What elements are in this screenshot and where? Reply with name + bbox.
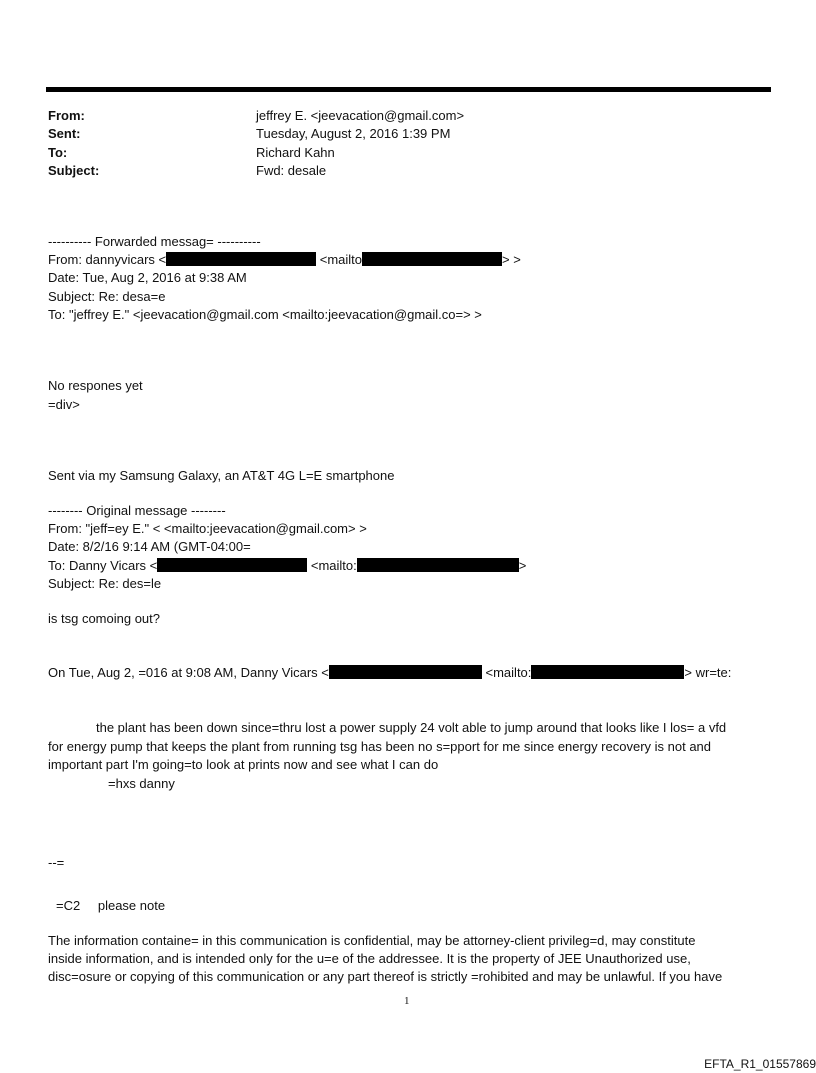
quoted-sign-off: =hxs danny: [108, 776, 175, 791]
quoted-intro: [48, 665, 731, 681]
quoted-intro-prefix: On Tue, Aug 2, =016 at 9:08 AM, Danny Vicars <: [48, 665, 329, 680]
from-value: jeffrey E. <jeevacation@gmail.com>: [256, 108, 465, 123]
note-line: [56, 898, 165, 914]
redaction-box: [166, 252, 316, 266]
page-number: 1: [404, 995, 410, 1007]
redaction-box: [157, 558, 307, 572]
original-to-suffix: >: [518, 558, 527, 573]
original-body: is tsg comoing out?: [48, 611, 161, 626]
reply-line-2: =div>: [48, 397, 80, 412]
redaction-box: [531, 665, 684, 679]
header-rule: [46, 87, 771, 92]
to-label: To:: [48, 145, 68, 160]
note-text: please note: [97, 898, 166, 913]
quoted-intro-suffix: > wr=te:: [684, 665, 732, 680]
forwarded-divider: ---------- Forwarded messag= ----------: [48, 234, 261, 249]
forwarded-to: To: "jeffrey E." <jeevacation@gmail.com <mailto:jeevacation@gmail.co=> >: [48, 307, 482, 322]
sent-label: Sent:: [48, 126, 81, 141]
forwarded-from: [48, 252, 521, 268]
redaction-box: [329, 665, 482, 679]
subject-value: Fwd: desale: [256, 163, 327, 178]
forwarded-from-mailto: <mailto: [319, 252, 363, 267]
mobile-signature: Sent via my Samsung Galaxy, an AT&T 4G L=E smartphone: [48, 468, 395, 483]
original-date: Date: 8/2/16 9:14 AM (GMT-04:00=: [48, 539, 251, 554]
signature-separator: --=: [48, 855, 65, 870]
reply-line-1: No respones yet: [48, 378, 143, 393]
quoted-intro-mailto: <mailto:: [485, 665, 532, 680]
from-label: From:: [48, 108, 85, 123]
original-from: From: "jeff=ey E." < <mailto:jeevacation@gmail.com> >: [48, 521, 367, 536]
original-to: [48, 558, 526, 574]
to-value: Richard Kahn: [256, 145, 335, 160]
forwarded-date: Date: Tue, Aug 2, 2016 at 9:38 AM: [48, 270, 247, 285]
subject-label: Subject:: [48, 163, 100, 178]
forwarded-from-suffix: > >: [502, 252, 521, 267]
forwarded-from-prefix: From: dannyvicars <: [48, 252, 167, 267]
quoted-body-line: the plant has been down since=thru lost a power supply 24 volt able to jump around that looks like I los= a vfd: [96, 720, 727, 735]
sent-value: Tuesday, August 2, 2016 1:39 PM: [256, 126, 451, 141]
redaction-box: [357, 558, 519, 572]
original-divider: -------- Original message --------: [48, 503, 226, 518]
redaction-box: [362, 252, 502, 266]
original-to-mailto: <mailto:: [310, 558, 357, 573]
bates-number-text: EFTA_R1_01557869: [704, 1057, 816, 1071]
disclaimer-line: disc=osure or copying of this communication or any part thereof is strictly =rohibited and may be unlawful. If you have: [48, 969, 723, 984]
quoted-body-line: for energy pump that keeps the plant from running tsg has been no s=pport for me since energy recovery is not and: [48, 739, 712, 754]
bates-number: [0, 1056, 816, 1072]
note-prefix: =C2: [56, 898, 81, 913]
quoted-body-line: important part I'm going=to look at prints now and see what I can do: [48, 757, 439, 772]
original-to-prefix: To: Danny Vicars <: [48, 558, 158, 573]
forwarded-subject: Subject: Re: desa=e: [48, 289, 166, 304]
disclaimer-line: inside information, and is intended only for the u=e of the addressee. It is the property of JEE Unauthorized use,: [48, 951, 691, 966]
disclaimer-line: The information containe= in this communication is confidential, may be attorney-client privileg=d, may constitute: [48, 933, 696, 948]
original-subject: Subject: Re: des=le: [48, 576, 162, 591]
